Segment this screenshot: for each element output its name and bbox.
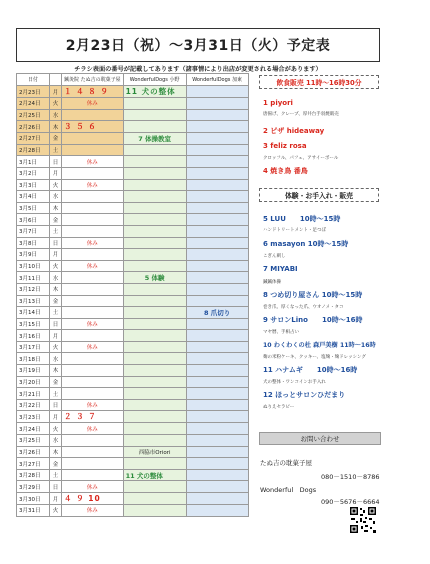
row-tanukichi: 休み bbox=[62, 98, 124, 110]
row-wonderfuldogs-ono: 11 犬の整体 bbox=[123, 86, 186, 98]
row-dow: 日 bbox=[50, 399, 62, 411]
food-item-4: 4 焼き鳥 番鳥 bbox=[263, 167, 308, 175]
food-item-1-desc: 唐揚げ、クレープ、厚井台手羽焼販売 bbox=[263, 112, 339, 117]
table-row bbox=[17, 376, 249, 388]
table-row bbox=[17, 214, 249, 226]
row-wonderfuldogs-ono: 西脇市Oriori bbox=[123, 446, 186, 458]
row-date: 3月12日 bbox=[17, 283, 50, 295]
row-date: 3月28日 bbox=[17, 469, 50, 481]
row-wonderfuldogs-kato bbox=[186, 376, 248, 388]
row-date: 3月16日 bbox=[17, 330, 50, 342]
row-wonderfuldogs-ono bbox=[123, 144, 186, 156]
row-wonderfuldogs-ono bbox=[123, 237, 186, 249]
row-wonderfuldogs-kato bbox=[186, 98, 248, 110]
row-wonderfuldogs-ono bbox=[123, 179, 186, 191]
row-tanukichi: 休み bbox=[62, 237, 124, 249]
row-wonderfuldogs-kato bbox=[186, 109, 248, 121]
row-date: 3月26日 bbox=[17, 446, 50, 458]
row-wonderfuldogs-kato bbox=[186, 481, 248, 493]
row-wonderfuldogs-ono bbox=[123, 481, 186, 493]
row-date: 2月27日 bbox=[17, 133, 50, 145]
table-row bbox=[17, 411, 249, 423]
row-wonderfuldogs-ono bbox=[123, 202, 186, 214]
row-dow: 木 bbox=[50, 202, 62, 214]
row-tanukichi: 休み bbox=[62, 505, 124, 517]
row-date: 3月6日 bbox=[17, 214, 50, 226]
row-wonderfuldogs-kato bbox=[186, 249, 248, 261]
contact-phone-1: 080－1510－8786 bbox=[321, 473, 380, 481]
contact-shop-1: たぬ吉の耽菓子屋 bbox=[260, 459, 312, 467]
row-date: 3月27日 bbox=[17, 458, 50, 470]
row-wonderfuldogs-kato bbox=[186, 435, 248, 447]
row-wonderfuldogs-ono bbox=[123, 493, 186, 505]
row-date: 2月25日 bbox=[17, 109, 50, 121]
row-wonderfuldogs-ono bbox=[123, 214, 186, 226]
row-tanukichi bbox=[62, 365, 124, 377]
exp-item-9: 9 サロンLino 10時～16時 bbox=[263, 316, 363, 324]
exp-item-8-desc: 巻き爪、厚くなった爪、ウオノメ・タコ bbox=[263, 305, 344, 310]
header-wonderfuldogs-kato: WonderfulDogs 加東 bbox=[186, 74, 248, 86]
exp-item-11: 11 ハナムギ 10時～16時 bbox=[263, 366, 358, 374]
food-item-3-desc: クロッフル、パフェ、アサイーボール bbox=[263, 156, 339, 161]
table-row bbox=[17, 469, 249, 481]
row-wonderfuldogs-ono: 5 体験 bbox=[123, 272, 186, 284]
row-dow: 金 bbox=[50, 133, 62, 145]
row-date: 3月7日 bbox=[17, 225, 50, 237]
page-title: 2月23日（祝）～3月31日（火）予定表 bbox=[16, 28, 380, 62]
row-date: 3月23日 bbox=[17, 411, 50, 423]
row-tanukichi bbox=[62, 330, 124, 342]
row-date: 3月24日 bbox=[17, 423, 50, 435]
table-row bbox=[17, 121, 249, 133]
table-row bbox=[17, 237, 249, 249]
row-wonderfuldogs-kato bbox=[186, 237, 248, 249]
food-item-2: 2 ピザ hideaway bbox=[263, 127, 325, 135]
row-dow: 金 bbox=[50, 214, 62, 226]
row-wonderfuldogs-kato bbox=[186, 260, 248, 272]
table-row bbox=[17, 318, 249, 330]
table-row bbox=[17, 353, 249, 365]
header-date: 日付 bbox=[17, 74, 50, 86]
row-dow: 日 bbox=[50, 237, 62, 249]
row-date: 3月30日 bbox=[17, 493, 50, 505]
row-dow: 金 bbox=[50, 458, 62, 470]
table-row bbox=[17, 481, 249, 493]
table-row bbox=[17, 98, 249, 110]
exp-item-11-desc: 犬の整体・ワンコインお手入れ bbox=[263, 380, 326, 385]
row-tanukichi bbox=[62, 353, 124, 365]
row-date: 2月28日 bbox=[17, 144, 50, 156]
row-dow: 木 bbox=[50, 446, 62, 458]
table-row bbox=[17, 249, 249, 261]
row-tanukichi bbox=[62, 295, 124, 307]
header-dow bbox=[50, 74, 62, 86]
row-dow: 火 bbox=[50, 341, 62, 353]
row-wonderfuldogs-kato bbox=[186, 121, 248, 133]
row-tanukichi bbox=[62, 435, 124, 447]
row-dow: 木 bbox=[50, 283, 62, 295]
row-date: 3月15日 bbox=[17, 318, 50, 330]
row-wonderfuldogs-kato bbox=[186, 388, 248, 400]
row-wonderfuldogs-kato bbox=[186, 399, 248, 411]
row-tanukichi: 休み bbox=[62, 481, 124, 493]
table-row bbox=[17, 365, 249, 377]
row-dow: 月 bbox=[50, 249, 62, 261]
row-tanukichi bbox=[62, 388, 124, 400]
row-wonderfuldogs-kato bbox=[186, 156, 248, 168]
row-wonderfuldogs-ono bbox=[123, 167, 186, 179]
row-date: 2月24日 bbox=[17, 98, 50, 110]
row-dow: 土 bbox=[50, 307, 62, 319]
contact-phone-2: 090－5676－6664 bbox=[321, 498, 380, 506]
exp-item-10: 10 わくわくの杜 森戸美樹 11時～16時 bbox=[263, 342, 376, 349]
exp-item-12: 12 ほっとサロンひだまり bbox=[263, 391, 346, 399]
table-row bbox=[17, 341, 249, 353]
row-wonderfuldogs-kato bbox=[186, 225, 248, 237]
row-dow: 土 bbox=[50, 388, 62, 400]
row-wonderfuldogs-ono bbox=[123, 260, 186, 272]
row-wonderfuldogs-kato bbox=[186, 411, 248, 423]
row-wonderfuldogs-ono bbox=[123, 399, 186, 411]
row-wonderfuldogs-ono bbox=[123, 318, 186, 330]
row-wonderfuldogs-kato bbox=[186, 214, 248, 226]
row-wonderfuldogs-ono bbox=[123, 341, 186, 353]
exp-item-9-desc: マヤ暦、手相占い bbox=[263, 330, 299, 335]
table-row bbox=[17, 133, 249, 145]
row-tanukichi: ３ ５ ６ bbox=[62, 121, 124, 133]
exp-item-6-desc: こぎん刺し bbox=[263, 254, 286, 259]
schedule-body bbox=[17, 86, 249, 517]
exp-item-6: 6 masayon 10時～15時 bbox=[263, 240, 349, 248]
row-dow: 火 bbox=[50, 179, 62, 191]
exp-item-5-desc: ハンドトリートメント・足つぼ bbox=[263, 228, 326, 233]
table-row bbox=[17, 446, 249, 458]
table-row bbox=[17, 109, 249, 121]
row-wonderfuldogs-ono bbox=[123, 98, 186, 110]
row-dow: 水 bbox=[50, 272, 62, 284]
row-dow: 月 bbox=[50, 330, 62, 342]
row-tanukichi: ２ ３ ７ bbox=[62, 411, 124, 423]
row-wonderfuldogs-ono bbox=[123, 283, 186, 295]
row-dow: 日 bbox=[50, 156, 62, 168]
food-item-3: 3 feliz rosa bbox=[263, 142, 307, 150]
row-dow: 日 bbox=[50, 481, 62, 493]
row-dow: 土 bbox=[50, 144, 62, 156]
table-row bbox=[17, 202, 249, 214]
row-tanukichi: 休み bbox=[62, 318, 124, 330]
row-dow: 月 bbox=[50, 167, 62, 179]
exp-item-7: 7 MIYABI bbox=[263, 265, 298, 273]
row-dow: 水 bbox=[50, 109, 62, 121]
row-wonderfuldogs-kato: 8 爪切り bbox=[186, 307, 248, 319]
row-wonderfuldogs-ono bbox=[123, 505, 186, 517]
row-date: 3月21日 bbox=[17, 388, 50, 400]
table-row bbox=[17, 144, 249, 156]
row-wonderfuldogs-ono bbox=[123, 225, 186, 237]
schedule-table bbox=[16, 73, 249, 517]
row-tanukichi bbox=[62, 469, 124, 481]
row-dow: 水 bbox=[50, 353, 62, 365]
header-wonderfuldogs-ono: WonderfulDogs 小野 bbox=[123, 74, 186, 86]
table-row bbox=[17, 272, 249, 284]
row-tanukichi bbox=[62, 109, 124, 121]
row-wonderfuldogs-kato bbox=[186, 365, 248, 377]
row-date: 3月18日 bbox=[17, 353, 50, 365]
row-wonderfuldogs-ono: 11 犬の整体 bbox=[123, 469, 186, 481]
row-tanukichi bbox=[62, 225, 124, 237]
row-dow: 火 bbox=[50, 98, 62, 110]
contact-header: お問い合わせ bbox=[259, 432, 381, 445]
food-header: 飲食販売 11時～16時30分 bbox=[259, 75, 379, 89]
table-header-row bbox=[17, 74, 249, 86]
exp-item-10-desc: 麹の米粉ケーキ、クッキー、塩麹・麹ドレッシング bbox=[263, 355, 366, 360]
row-wonderfuldogs-ono: 7 体操教室 bbox=[123, 133, 186, 145]
row-tanukichi bbox=[62, 249, 124, 261]
row-date: 3月19日 bbox=[17, 365, 50, 377]
row-dow: 月 bbox=[50, 411, 62, 423]
row-date: 3月22日 bbox=[17, 399, 50, 411]
row-wonderfuldogs-kato bbox=[186, 330, 248, 342]
row-date: 3月29日 bbox=[17, 481, 50, 493]
row-tanukichi: 休み bbox=[62, 260, 124, 272]
row-wonderfuldogs-kato bbox=[186, 283, 248, 295]
table-row bbox=[17, 283, 249, 295]
row-wonderfuldogs-kato bbox=[186, 353, 248, 365]
row-date: 3月14日 bbox=[17, 307, 50, 319]
contact-shop-2: Wonderful Dogs bbox=[260, 486, 317, 494]
row-wonderfuldogs-kato bbox=[186, 505, 248, 517]
table-row bbox=[17, 493, 249, 505]
row-wonderfuldogs-ono bbox=[123, 435, 186, 447]
row-wonderfuldogs-ono bbox=[123, 330, 186, 342]
row-wonderfuldogs-ono bbox=[123, 353, 186, 365]
row-date: 3月25日 bbox=[17, 435, 50, 447]
row-date: 3月17日 bbox=[17, 341, 50, 353]
table-row bbox=[17, 260, 249, 272]
row-tanukichi bbox=[62, 144, 124, 156]
table-row bbox=[17, 330, 249, 342]
row-wonderfuldogs-kato bbox=[186, 179, 248, 191]
row-tanukichi bbox=[62, 446, 124, 458]
exp-item-12-desc: ぬりえセラピー bbox=[263, 405, 295, 410]
row-wonderfuldogs-ono bbox=[123, 411, 186, 423]
row-wonderfuldogs-ono bbox=[123, 109, 186, 121]
table-row bbox=[17, 399, 249, 411]
row-dow: 土 bbox=[50, 469, 62, 481]
row-date: 3月1日 bbox=[17, 156, 50, 168]
row-dow: 月 bbox=[50, 86, 62, 98]
table-row bbox=[17, 458, 249, 470]
row-dow: 日 bbox=[50, 318, 62, 330]
row-wonderfuldogs-kato bbox=[186, 341, 248, 353]
row-tanukichi bbox=[62, 283, 124, 295]
row-date: 3月31日 bbox=[17, 505, 50, 517]
row-tanukichi: 休み bbox=[62, 423, 124, 435]
table-row bbox=[17, 167, 249, 179]
row-dow: 月 bbox=[50, 493, 62, 505]
row-wonderfuldogs-kato bbox=[186, 86, 248, 98]
table-row bbox=[17, 423, 249, 435]
table-row bbox=[17, 156, 249, 168]
row-wonderfuldogs-ono bbox=[123, 156, 186, 168]
row-dow: 木 bbox=[50, 365, 62, 377]
row-wonderfuldogs-ono bbox=[123, 458, 186, 470]
row-tanukichi bbox=[62, 307, 124, 319]
row-wonderfuldogs-ono bbox=[123, 191, 186, 203]
exp-item-8: 8 つめ切り屋さん 10時～15時 bbox=[263, 291, 363, 299]
row-tanukichi bbox=[62, 133, 124, 145]
row-dow: 水 bbox=[50, 435, 62, 447]
row-date: 3月8日 bbox=[17, 237, 50, 249]
row-wonderfuldogs-kato bbox=[186, 318, 248, 330]
row-tanukichi bbox=[62, 458, 124, 470]
row-dow: 金 bbox=[50, 295, 62, 307]
row-tanukichi: 休み bbox=[62, 399, 124, 411]
row-tanukichi bbox=[62, 376, 124, 388]
row-dow: 金 bbox=[50, 376, 62, 388]
row-wonderfuldogs-kato bbox=[186, 446, 248, 458]
row-tanukichi: １ ４ ８ ９ bbox=[62, 86, 124, 98]
row-tanukichi bbox=[62, 202, 124, 214]
table-row bbox=[17, 307, 249, 319]
row-wonderfuldogs-kato bbox=[186, 272, 248, 284]
row-wonderfuldogs-ono bbox=[123, 249, 186, 261]
row-date: 3月5日 bbox=[17, 202, 50, 214]
row-wonderfuldogs-ono bbox=[123, 295, 186, 307]
row-tanukichi bbox=[62, 167, 124, 179]
table-row bbox=[17, 179, 249, 191]
row-wonderfuldogs-ono bbox=[123, 388, 186, 400]
table-row bbox=[17, 225, 249, 237]
row-wonderfuldogs-ono bbox=[123, 423, 186, 435]
row-date: 3月9日 bbox=[17, 249, 50, 261]
row-dow: 水 bbox=[50, 191, 62, 203]
row-date: 2月23日 bbox=[17, 86, 50, 98]
qr-code-icon bbox=[349, 506, 377, 534]
row-date: 3月2日 bbox=[17, 167, 50, 179]
row-wonderfuldogs-kato bbox=[186, 493, 248, 505]
header-tanukichi: 鍼灸院 たぬ吉の耽菓子屋 bbox=[62, 74, 124, 86]
table-row bbox=[17, 388, 249, 400]
food-item-1: 1 piyori bbox=[263, 99, 293, 107]
row-wonderfuldogs-kato bbox=[186, 133, 248, 145]
row-tanukichi: 休み bbox=[62, 179, 124, 191]
table-row bbox=[17, 295, 249, 307]
experience-header: 体験・お手入れ・販売 bbox=[259, 188, 379, 202]
row-wonderfuldogs-ono bbox=[123, 307, 186, 319]
row-dow: 火 bbox=[50, 260, 62, 272]
row-tanukichi: 休み bbox=[62, 341, 124, 353]
row-dow: 土 bbox=[50, 225, 62, 237]
row-wonderfuldogs-ono bbox=[123, 376, 186, 388]
row-wonderfuldogs-kato bbox=[186, 469, 248, 481]
row-tanukichi: ４ ９ 10 bbox=[62, 493, 124, 505]
row-dow: 火 bbox=[50, 423, 62, 435]
table-row bbox=[17, 435, 249, 447]
row-date: 3月3日 bbox=[17, 179, 50, 191]
row-dow: 木 bbox=[50, 121, 62, 133]
row-tanukichi: 休み bbox=[62, 156, 124, 168]
table-row bbox=[17, 86, 249, 98]
row-wonderfuldogs-kato bbox=[186, 423, 248, 435]
row-wonderfuldogs-kato bbox=[186, 202, 248, 214]
row-date: 3月11日 bbox=[17, 272, 50, 284]
row-wonderfuldogs-kato bbox=[186, 167, 248, 179]
exp-item-7-desc: 鍼鍼体操 bbox=[263, 280, 281, 285]
row-wonderfuldogs-ono bbox=[123, 121, 186, 133]
row-date: 3月4日 bbox=[17, 191, 50, 203]
notice-text: チラシ表面の番号が記載してあります（諸事情により出店が変更される場合があります） bbox=[74, 66, 322, 73]
row-date: 3月10日 bbox=[17, 260, 50, 272]
row-wonderfuldogs-kato bbox=[186, 458, 248, 470]
row-wonderfuldogs-ono bbox=[123, 365, 186, 377]
row-tanukichi bbox=[62, 191, 124, 203]
table-row bbox=[17, 505, 249, 517]
row-wonderfuldogs-kato bbox=[186, 144, 248, 156]
table-row bbox=[17, 191, 249, 203]
row-date: 3月13日 bbox=[17, 295, 50, 307]
row-dow: 火 bbox=[50, 505, 62, 517]
row-tanukichi bbox=[62, 214, 124, 226]
exp-item-5: 5 LUU 10時～15時 bbox=[263, 215, 341, 223]
row-tanukichi bbox=[62, 272, 124, 284]
row-wonderfuldogs-kato bbox=[186, 191, 248, 203]
row-date: 2月26日 bbox=[17, 121, 50, 133]
row-date: 3月20日 bbox=[17, 376, 50, 388]
row-wonderfuldogs-kato bbox=[186, 295, 248, 307]
